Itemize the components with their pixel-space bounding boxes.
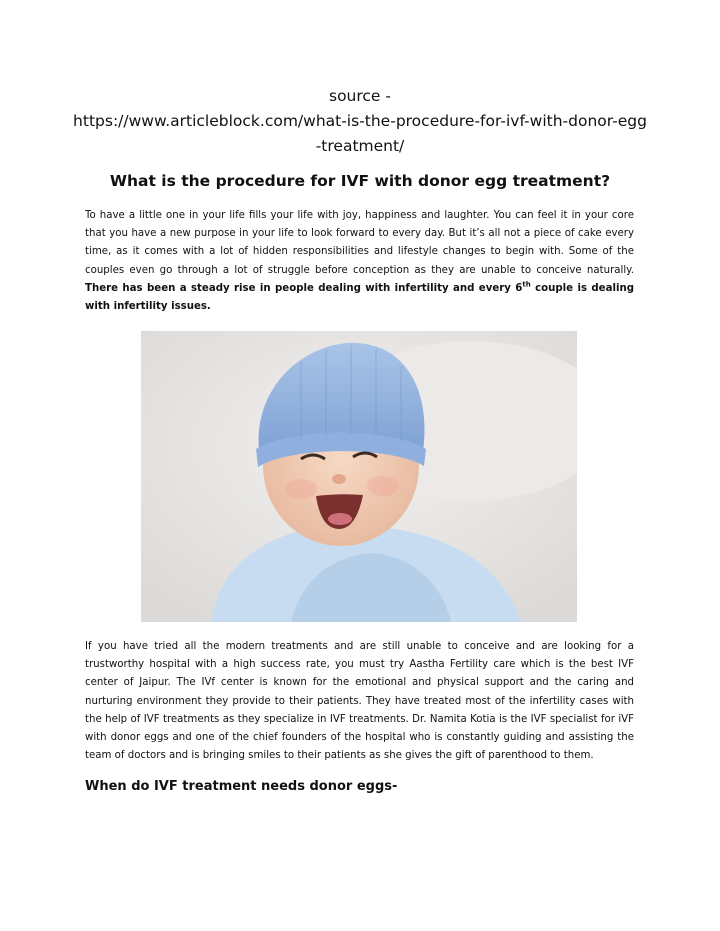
paragraph-clinic: If you have tried all the modern treatments and are still unable to conceive and are looking for a trustworthy hospital with a high success rate, you must try Aastha Fertility care which is the best IVF center of Jaipur. The IVf center is known for the emotional and physical support and the caring and nurturing environment they provide to their patients. They have treated most of the infertility cases with the help of IVF treatments as they specialize in IVF treatments. Dr. Namita Kotia is the IVF specialist for iVF with donor eggs and one of the chief founders of the hospital who is constantly guiding and assisting the team of doctors and is bringing smiles to their patients as she gives the gift of parenthood to them. xyxy=(85,641,634,762)
paragraph-intro xyxy=(85,207,634,316)
source-citation xyxy=(60,84,660,159)
paragraph-intro-text: To have a little one in your life fills your life with joy, happiness and laughter. You can feel it in your core that you have a new purpose in your life to look forward to every day. But it’s all not a piece of cake every time, as it comes with a lot of hidden responsibilities and lifestyle changes to begin with. Some of the couples even go through a lot of struggle before conception as they are unable to conceive naturally. xyxy=(85,210,634,276)
source-label: source - xyxy=(329,87,391,105)
source-url-line-continued: -treatment/ xyxy=(315,137,405,155)
section-heading: When do IVF treatment needs donor eggs- xyxy=(85,779,398,794)
baby-photo xyxy=(141,331,577,622)
article-title: What is the procedure for IVF with donor egg treatment? xyxy=(109,172,611,190)
paragraph-intro-bold: There has been a steady rise in people dealing with infertility and every 6th couple is dealing with infertility issues. xyxy=(85,280,634,313)
source-url-line: https://www.articleblock.com/what-is-the-procedure-for-ivf-with-donor-egg xyxy=(73,112,647,130)
